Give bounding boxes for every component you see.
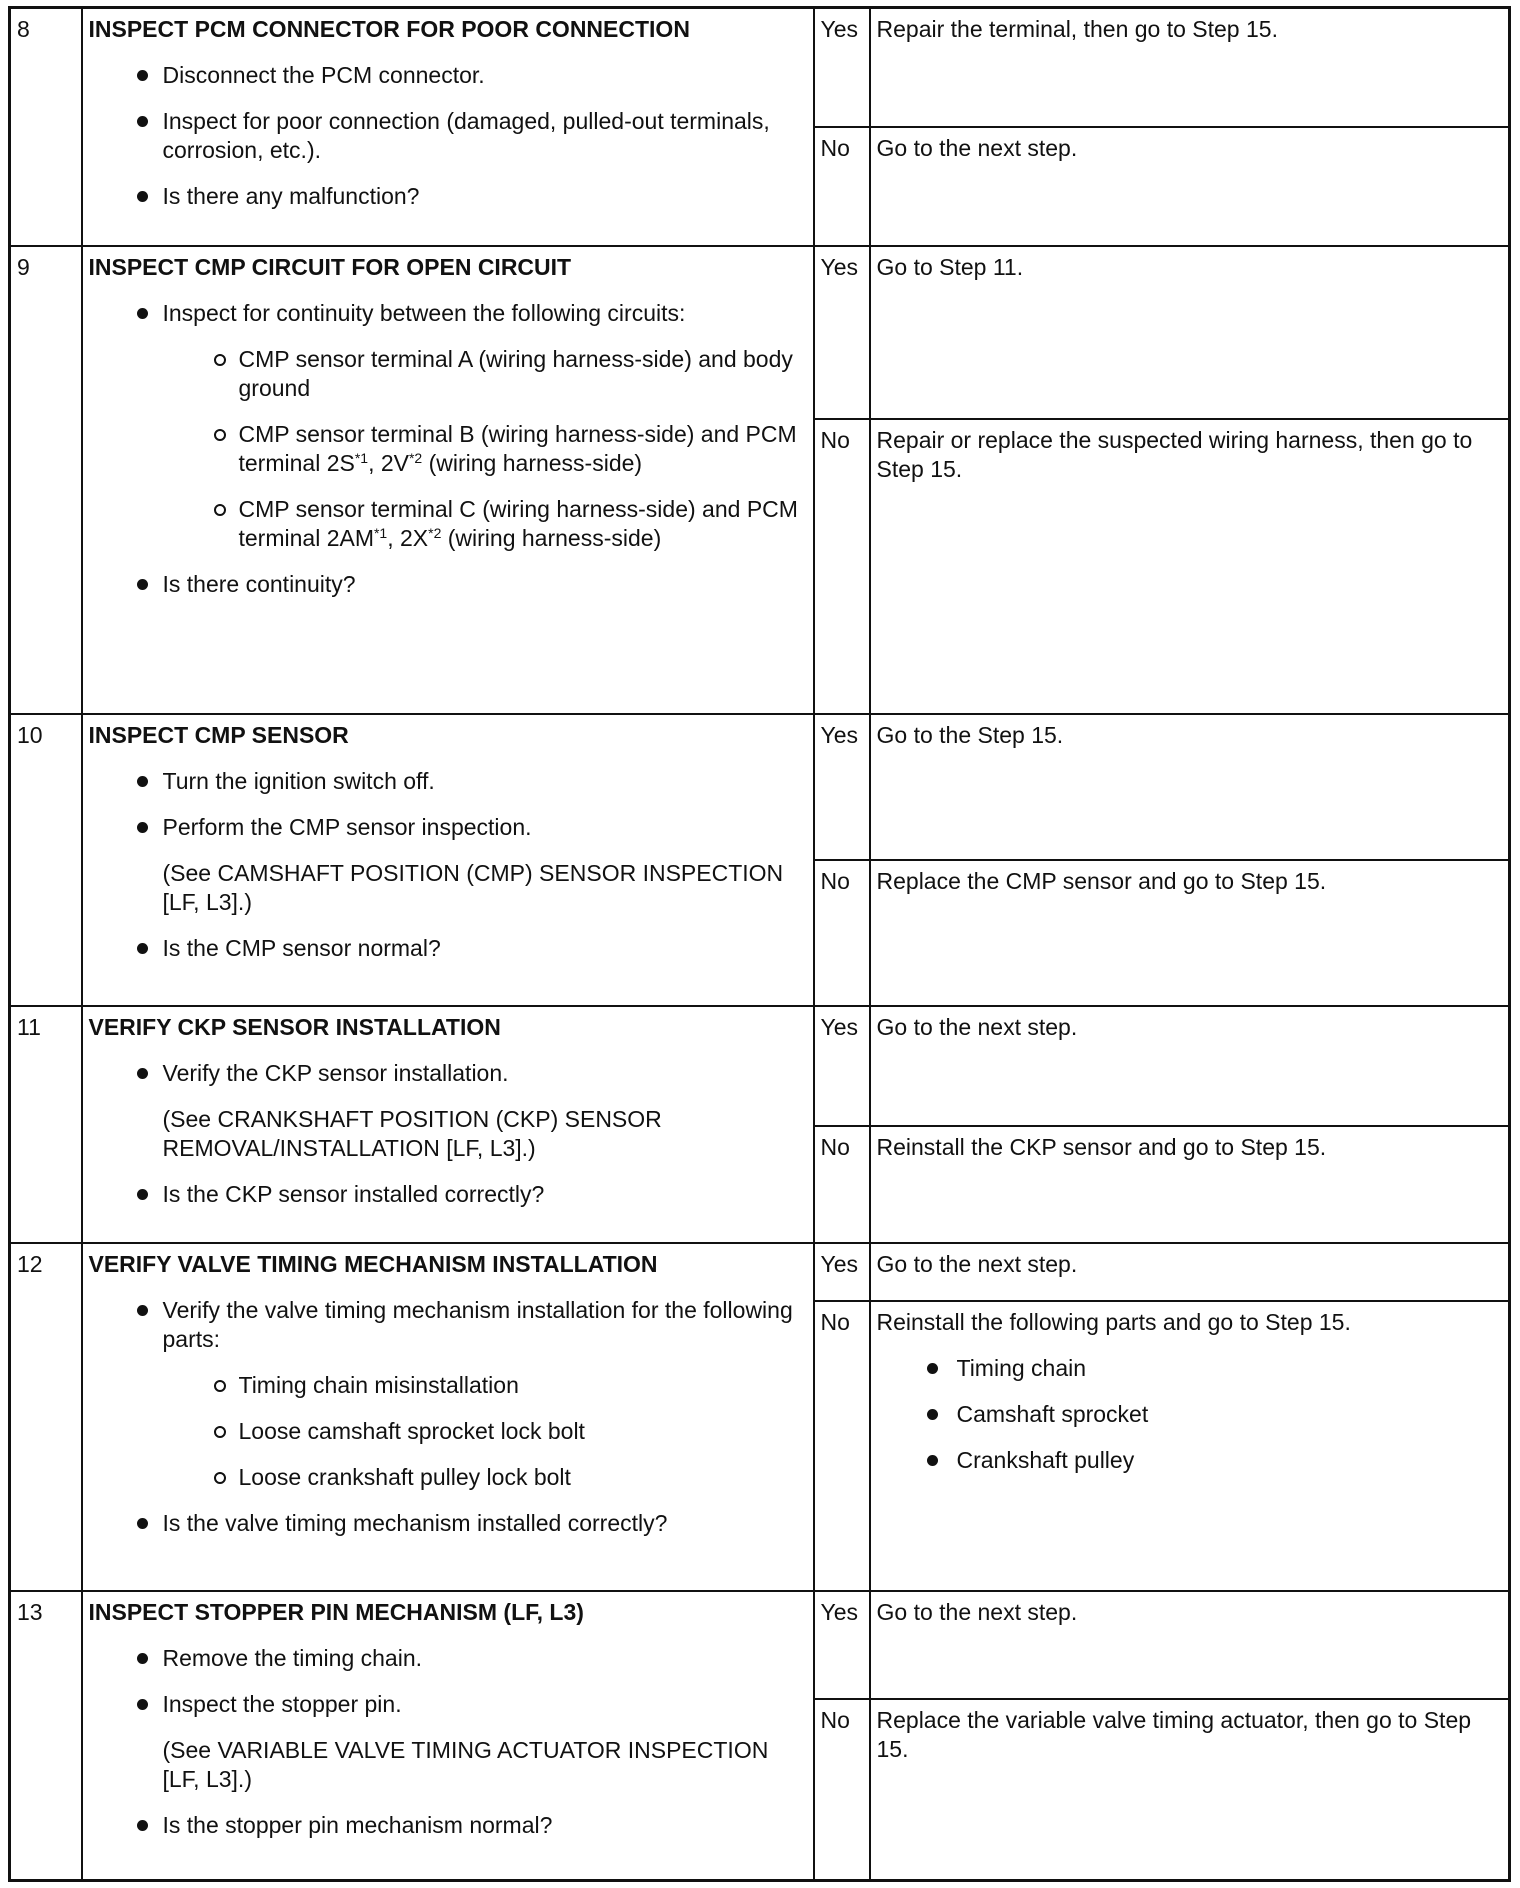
- sub-bullet-item: CMP sensor terminal A (wiring harness-side) and body ground: [89, 345, 807, 403]
- no-label: No: [814, 127, 870, 246]
- step-row-9: [10, 246, 1510, 419]
- yes-action: Repair the terminal, then go to Step 15.: [870, 8, 1510, 127]
- bullet-item: Remove the timing chain.: [89, 1644, 807, 1673]
- step-row-10: [10, 714, 1510, 860]
- step-title: INSPECT CMP CIRCUIT FOR OPEN CIRCUIT: [88, 253, 572, 280]
- step-row-8: [10, 8, 1510, 127]
- step-number: 13: [10, 1591, 82, 1881]
- bullet-item: Is the stopper pin mechanism normal?: [89, 1811, 807, 1840]
- yes-action: Go to Step 11.: [870, 246, 1510, 419]
- no-label: No: [814, 1301, 870, 1591]
- step-inspection-cell: [82, 1243, 814, 1591]
- sub-bullet-item: CMP sensor terminal C (wiring harness-side) and PCM terminal 2AM$^{*1}$, $2X^{*2}$ (wiring harness-side): [89, 495, 807, 553]
- step-inspection-cell: [82, 714, 814, 1006]
- step-row-12: [10, 1243, 1510, 1301]
- part-item: Camshaft sprocket: [877, 1400, 1503, 1429]
- part-item: Crankshaft pulley: [877, 1446, 1503, 1475]
- step-row-11: [10, 1006, 1510, 1126]
- bullet-item: Verify the CKP sensor installation.: [89, 1059, 807, 1088]
- bullet-item: Is the valve timing mechanism installed correctly?: [89, 1509, 807, 1538]
- step-inspection-cell: [82, 1006, 814, 1243]
- step-number: 12: [10, 1243, 82, 1591]
- bullet-item: Turn the ignition switch off.: [89, 767, 807, 796]
- reference-note: (See CAMSHAFT POSITION (CMP) SENSOR INSPECTION [LF, L3].): [162, 859, 784, 915]
- step-number: 9: [10, 246, 82, 714]
- bullet-item: Is there any malfunction?: [89, 182, 807, 211]
- bullet-item: Is the CMP sensor normal?: [89, 934, 807, 963]
- step-number: 8: [10, 8, 82, 246]
- step-row-13: [10, 1591, 1510, 1699]
- no-action: Replace the CMP sensor and go to Step 15.: [870, 860, 1510, 1006]
- yes-label: Yes: [814, 1591, 870, 1699]
- bullet-item: Is there continuity?: [89, 570, 807, 599]
- bullet-item: Inspect the stopper pin.: [89, 1690, 807, 1719]
- bullet-item: Disconnect the PCM connector.: [89, 61, 807, 90]
- no-label: No: [814, 1126, 870, 1243]
- reference-note: (See VARIABLE VALVE TIMING ACTUATOR INSPECTION [LF, L3].): [162, 1736, 769, 1792]
- step-title: INSPECT CMP SENSOR: [88, 721, 349, 748]
- yes-label: Yes: [814, 714, 870, 860]
- yes-action: Go to the next step.: [870, 1591, 1510, 1699]
- step-title: INSPECT STOPPER PIN MECHANISM (LF, L3): [88, 1598, 584, 1625]
- no-action: Go to the next step.: [870, 127, 1510, 246]
- yes-action: Go to the next step.: [870, 1006, 1510, 1126]
- yes-action: Go to the next step.: [870, 1243, 1510, 1301]
- step-title: VERIFY CKP SENSOR INSTALLATION: [88, 1013, 501, 1040]
- sub-bullet-item: Loose crankshaft pulley lock bolt: [89, 1463, 807, 1492]
- step-title: VERIFY VALVE TIMING MECHANISM INSTALLATION: [88, 1250, 658, 1277]
- yes-label: Yes: [814, 8, 870, 127]
- yes-action: Go to the Step 15.: [870, 714, 1510, 860]
- yes-label: Yes: [814, 1006, 870, 1126]
- step-inspection-cell: [82, 246, 814, 714]
- bullet-item: Inspect for continuity between the following circuits:: [89, 299, 807, 328]
- bullet-item: Perform the CMP sensor inspection.: [89, 813, 807, 842]
- diagnostic-procedure-table: [8, 6, 1511, 1882]
- no-label: No: [814, 860, 870, 1006]
- step-inspection-cell: [82, 1591, 814, 1881]
- no-action-cell: [870, 1301, 1510, 1591]
- part-item: Timing chain: [877, 1354, 1503, 1383]
- yes-label: Yes: [814, 1243, 870, 1301]
- sub-bullet-item: CMP sensor terminal B (wiring harness-side) and PCM terminal $2S^{*1}$, $2V^{*2}$ (wiring harness-side): [89, 420, 807, 478]
- no-action: Reinstall the CKP sensor and go to Step 15.: [870, 1126, 1510, 1243]
- bullet-item: Verify the valve timing mechanism installation for the following parts:: [89, 1296, 807, 1354]
- step-number: 11: [10, 1006, 82, 1243]
- sub-bullet-item: Loose camshaft sprocket lock bolt: [89, 1417, 807, 1446]
- no-label: No: [814, 419, 870, 714]
- step-title: INSPECT PCM CONNECTOR FOR POOR CONNECTION: [88, 16, 690, 42]
- step-number: 10: [10, 714, 82, 1006]
- no-action: Replace the variable valve timing actuator, then go to Step 15.: [870, 1699, 1510, 1881]
- sub-bullet-item: Timing chain misinstallation: [89, 1371, 807, 1400]
- yes-label: Yes: [814, 246, 870, 419]
- step-inspection-cell: [82, 8, 814, 246]
- no-action: Reinstall the following parts and go to Step 15.: [876, 1308, 1351, 1335]
- bullet-item: Inspect for poor connection (damaged, pulled-out terminals, corrosion, etc.).: [89, 107, 807, 165]
- bullet-item: Is the CKP sensor installed correctly?: [89, 1180, 807, 1209]
- no-label: No: [814, 1699, 870, 1881]
- reference-note: (See CRANKSHAFT POSITION (CKP) SENSOR REMOVAL/INSTALLATION [LF, L3].): [162, 1105, 662, 1161]
- no-action: Repair or replace the suspected wiring harness, then go to Step 15.: [870, 419, 1510, 714]
